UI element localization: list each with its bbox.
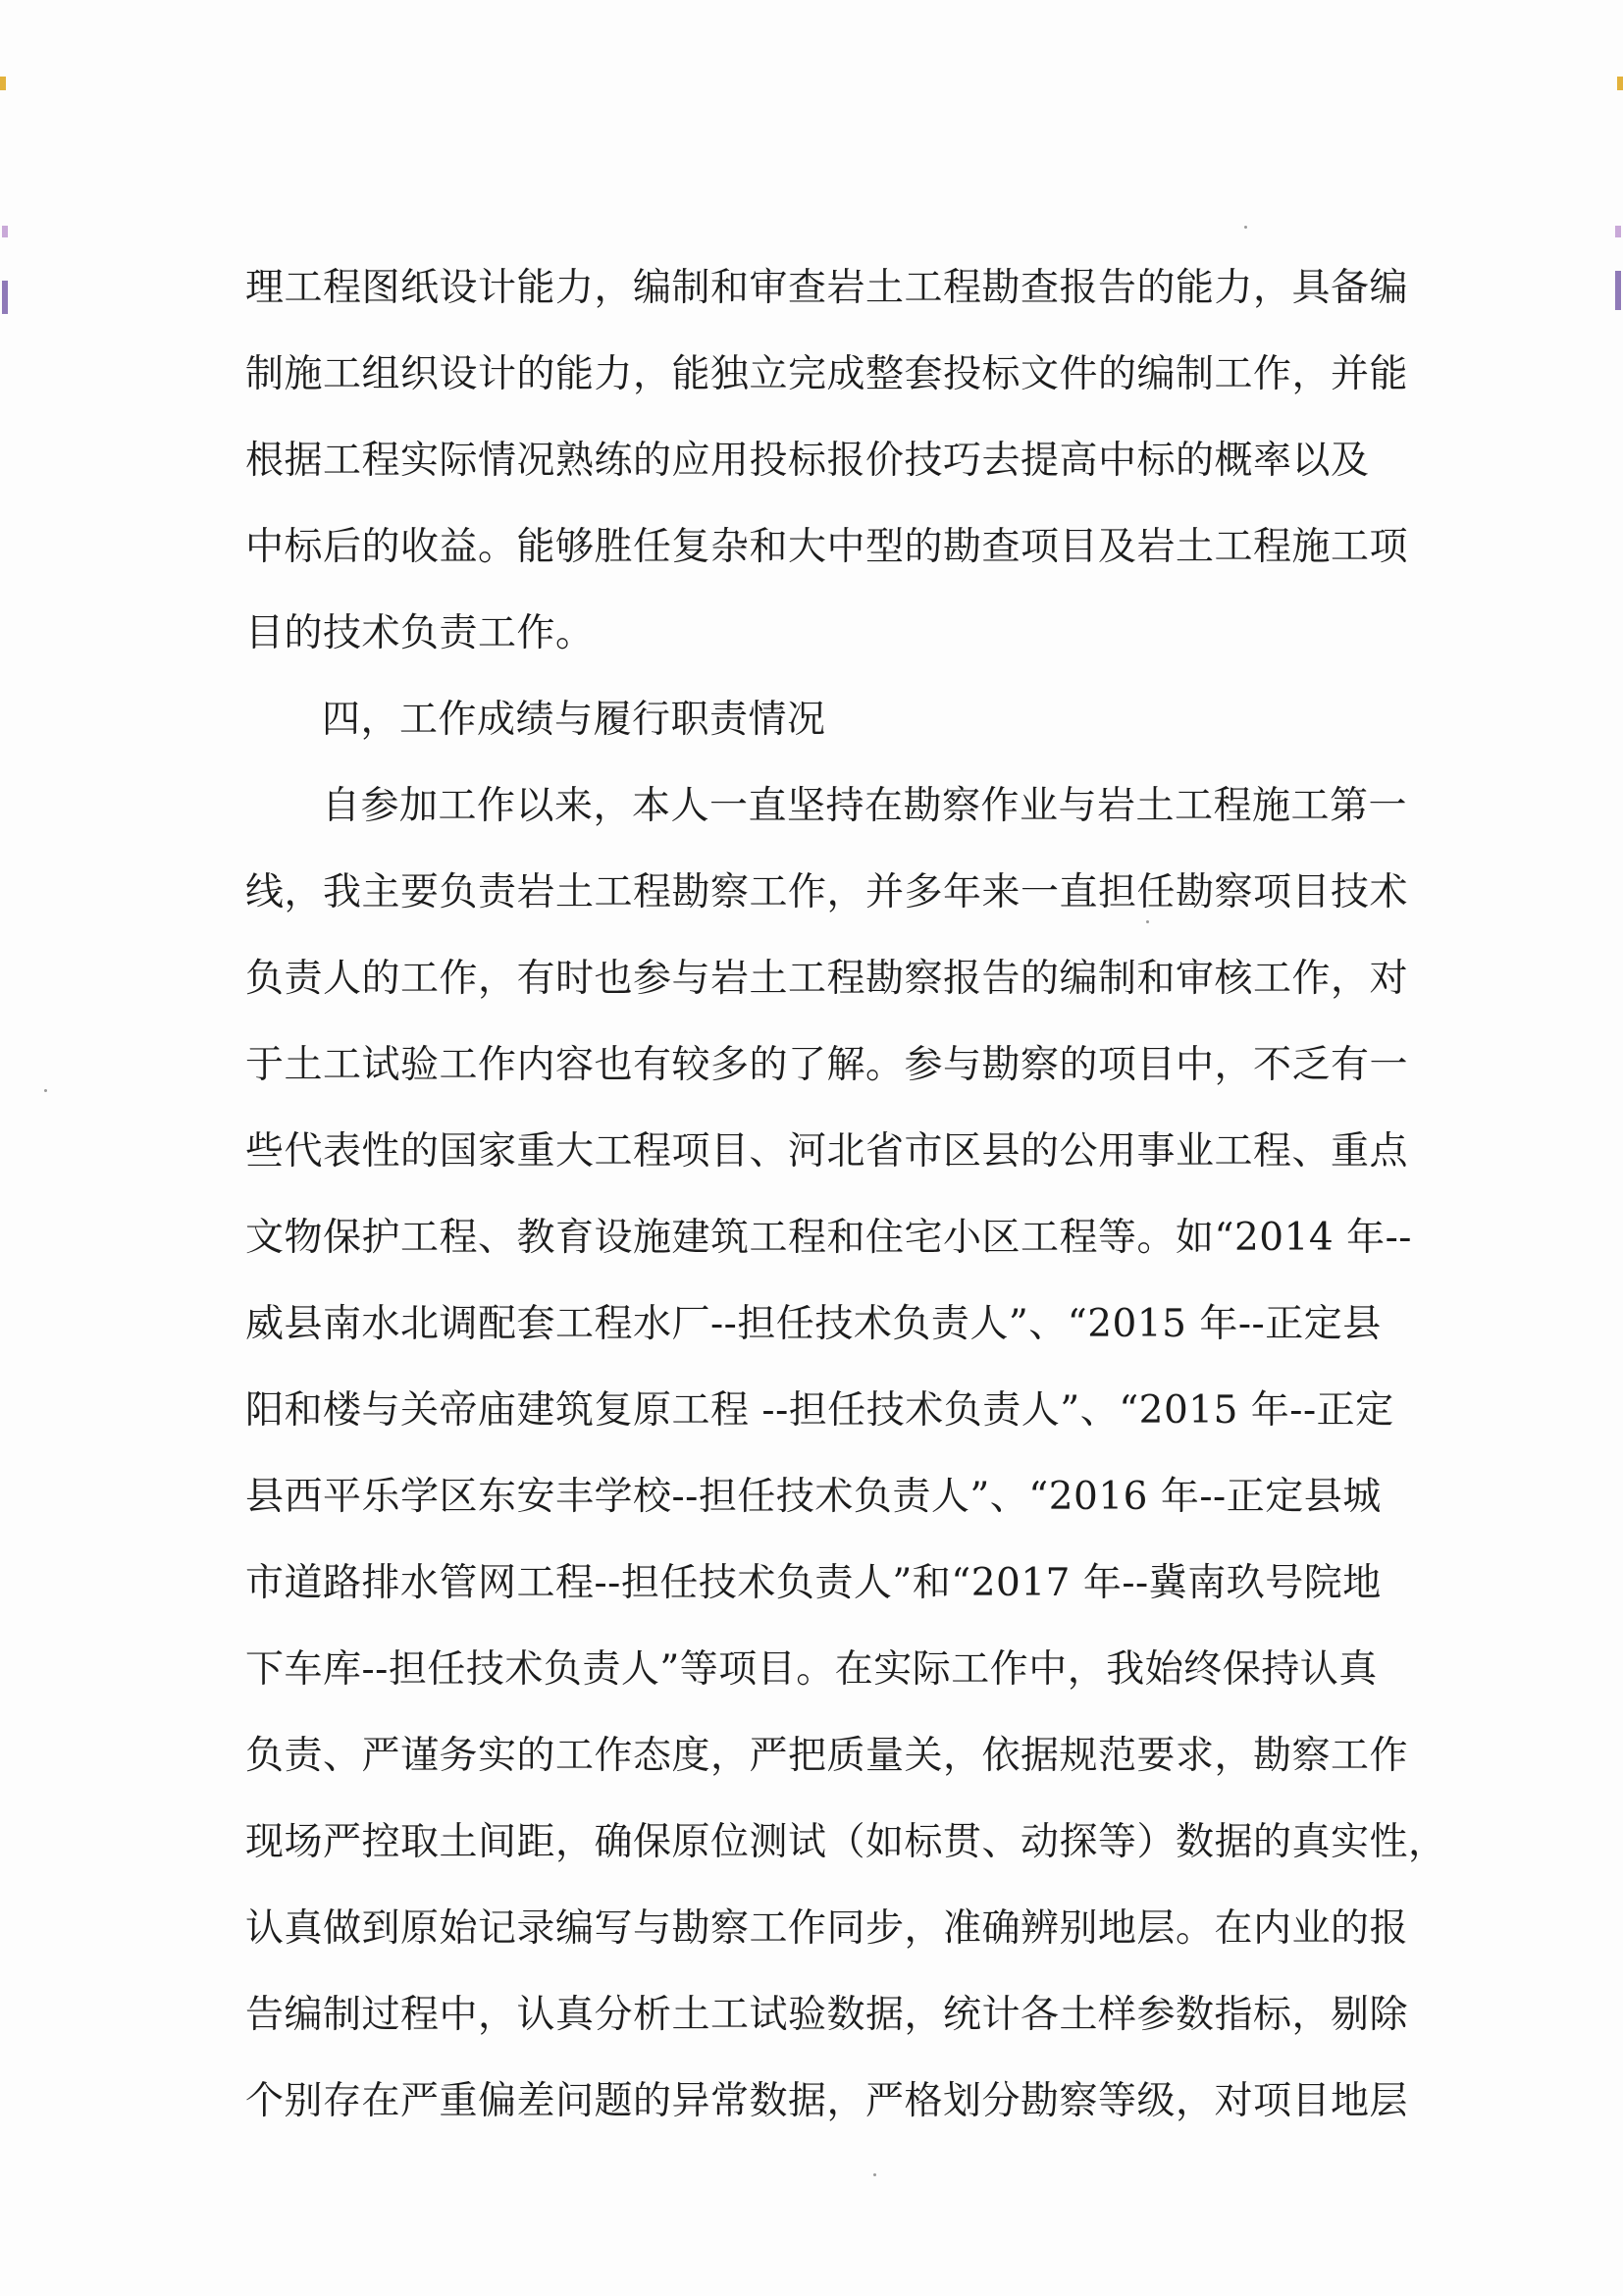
- text-line: 中标后的收益。能够胜任复杂和大中型的勘查项目及岩土工程施工项: [245, 525, 1409, 569]
- scan-color-mark: [0, 77, 6, 90]
- text-line: 制施工组织设计的能力，能独立完成整套投标文件的编制工作，并能: [245, 352, 1409, 396]
- scan-color-mark: [1617, 77, 1623, 90]
- scan-color-mark: [2, 281, 8, 314]
- text-line: 市道路排水管网工程--担任技术负责人”和“2017 年--冀南玖号院地: [245, 1561, 1382, 1605]
- scan-speck: [44, 1089, 47, 1092]
- scan-color-mark: [2, 226, 8, 237]
- scan-speck: [873, 2173, 876, 2176]
- text-line: 负责、严谨务实的工作态度，严把质量关，依据规范要求，勘察工作: [245, 1734, 1409, 1778]
- text-line: 现场严控取土间距，确保原位测试（如标贯、动探等）数据的真实性，: [245, 1820, 1447, 1864]
- text-line: 线，我主要负责岩土工程勘察工作，并多年来一直担任勘察项目技术: [245, 870, 1409, 914]
- text-line: 县西平乐学区东安丰学校--担任技术负责人”、“2016 年--正定县城: [245, 1475, 1382, 1519]
- text-line: 目的技术负责工作。: [245, 611, 595, 655]
- section-heading: 四，工作成绩与履行职责情况: [322, 698, 826, 742]
- text-line: 些代表性的国家重大工程项目、河北省市区县的公用事业工程、重点: [245, 1129, 1409, 1174]
- text-line: 认真做到原始记录编写与勘察工作同步，准确辨别地层。在内业的报: [245, 1906, 1409, 1951]
- text-line: 根据工程实际情况熟练的应用投标报价技巧去提高中标的概率以及: [245, 439, 1370, 483]
- scan-color-mark: [1615, 226, 1621, 237]
- text-line: 于土工试验工作内容也有较多的了解。参与勘察的项目中，不乏有一: [245, 1043, 1409, 1087]
- paragraph-first-line: 自参加工作以来，本人一直坚持在勘察作业与岩土工程施工第一: [322, 784, 1408, 828]
- text-line: 文物保护工程、教育设施建筑工程和住宅小区工程等。如“2014 年--: [245, 1216, 1412, 1260]
- text-line: 理工程图纸设计能力，编制和审查岩土工程勘查报告的能力，具备编: [245, 266, 1409, 310]
- document-body: [245, 245, 1447, 2145]
- scan-color-mark: [1615, 271, 1621, 310]
- text-line: 下车库--担任技术负责人”等项目。在实际工作中，我始终保持认真: [245, 1647, 1378, 1692]
- scan-speck: [1244, 226, 1247, 229]
- text-line: 负责人的工作，有时也参与岩土工程勘察报告的编制和审核工作，对: [245, 957, 1409, 1001]
- text-line: 告编制过程中，认真分析土工试验数据，统计各土样参数指标，剔除: [245, 1993, 1409, 2037]
- text-line: 威县南水北调配套工程水厂--担任技术负责人”、“2015 年--正定县: [245, 1302, 1382, 1346]
- text-line: 个别存在严重偏差问题的异常数据，严格划分勘察等级，对项目地层: [245, 2079, 1409, 2123]
- text-line: 阳和楼与关帝庙建筑复原工程 --担任技术负责人”、“2015 年--正定: [245, 1388, 1394, 1433]
